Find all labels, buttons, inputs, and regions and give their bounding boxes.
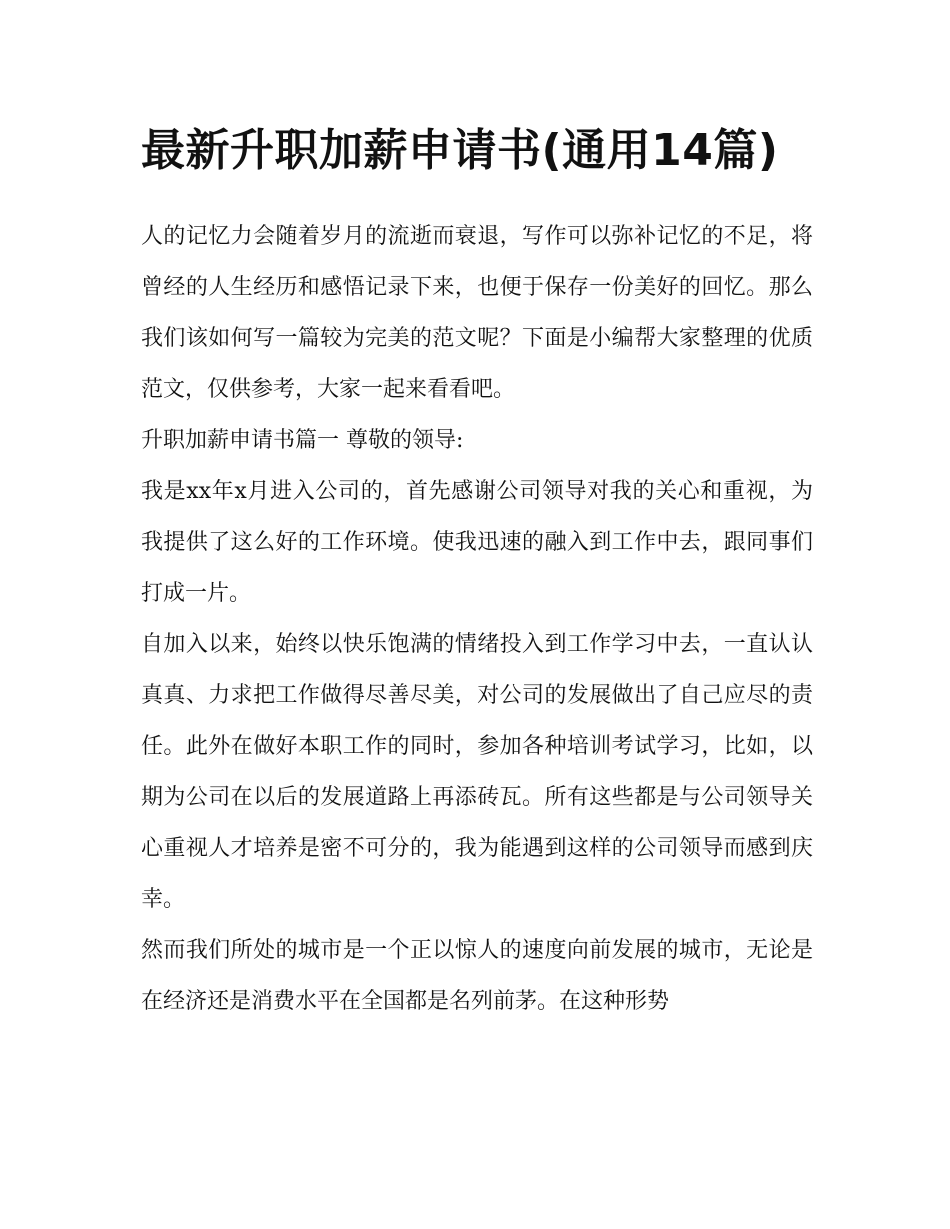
intro-paragraph: 人的记忆力会随着岁月的流逝而衰退，写作可以弥补记忆的不足，将曾经的人生经历和感悟记录下来，也便于保存一份美好的回忆。那么我们该如何写一篇较为完美的范文呢？下面是小编帮大家整理的优质范文，仅供参考，大家一起来看看吧。 (141, 224, 813, 402)
body-paragraph: 我是xx年x月进入公司的，首先感谢公司领导对我的关心和重视，为我提供了这么好的工作环境。使我迅速的融入到工作中去，跟同事们打成一片。 (141, 479, 813, 606)
section-heading-paragraph: 升职加薪申请书篇一 尊敬的领导: (141, 428, 464, 453)
document-page (141, 112, 813, 1027)
body-paragraph: 然而我们所处的城市是一个正以惊人的速度向前发展的城市，无论是在经济还是消费水平在全国都是名列前茅。在这种形势 (141, 938, 813, 1014)
body-paragraph: 自加入以来，始终以快乐饱满的情绪投入到工作学习中去，一直认认真真、力求把工作做得尽善尽美，对公司的发展做出了自己应尽的责任。此外在做好本职工作的同时，参加各种培训考试学习，比如，以期为公司在以后的发展道路上再添砖瓦。所有这些都是与公司领导关心重视人才培养是密不可分的，我为能遇到这样的公司领导而感到庆幸。 (141, 632, 813, 912)
document-body (141, 211, 813, 1027)
document-title: 最新升职加薪申请书(通用14篇) (141, 125, 779, 176)
